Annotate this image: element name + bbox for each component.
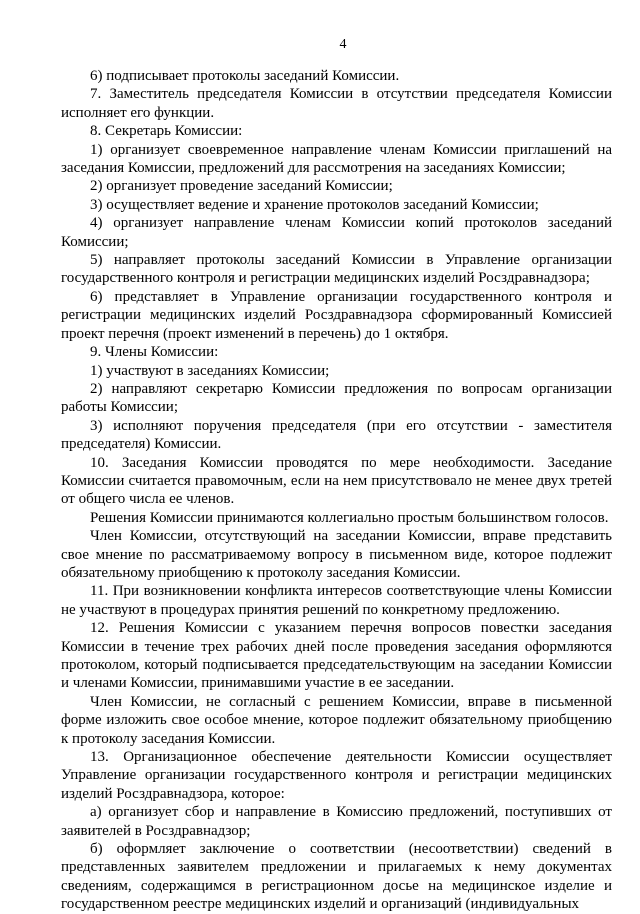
paragraph: б) оформляет заключение о соответствии (несоответствии) сведений в представленных заявителем предложении и прилагаемых к нему документах сведениям, содержащимся в регистрационном досье на медицинское изделие и государственном реестре медицинских изделий и организаций (индивидуальных xyxy=(61,841,612,913)
paragraph: а) организует сбор и направление в Комиссию предложений, поступивших от заявителей в Росздравнадзор; xyxy=(61,804,612,839)
paragraph: 2) направляют секретарю Комиссии предложения по вопросам организации работы Комиссии; xyxy=(61,380,612,416)
paragraph: 9. Члены Комиссии: xyxy=(90,344,219,361)
paragraph: 3) исполняют поручения председателя (при его отсутствии - заместителя председателя) Комиссии. xyxy=(61,417,612,453)
paragraph: Решения Комиссии принимаются коллегиально простым большинством голосов. xyxy=(90,509,609,526)
paragraph: 11. При возникновении конфликта интересов соответствующие члены Комиссии не участвуют в процедурах принятия решений по конкретному предложению. xyxy=(61,583,612,618)
paragraph: 1) организует своевременное направление членам Комиссии приглашений на заседания Комиссии, предложений для рассмотрения на заседаниях Комиссии; xyxy=(61,141,612,177)
paragraph: Член Комиссии, не согласный с решением Комиссии, вправе в письменной форме изложить свое особое мнение, которое подлежит обязательному приобщению к протоколу заседания Комиссии. xyxy=(61,693,612,747)
paragraph: 1) участвуют в заседаниях Комиссии; xyxy=(90,362,330,379)
paragraph: 6) представляет в Управление организации государственного контроля и регистрации медицинских изделий Росздравнадзора сформированный Комиссией проект перечня (проект изменений в перечень) до 1 октября. xyxy=(61,288,612,342)
paragraph: 5) направляет протоколы заседаний Комиссии в Управление организации государственного контроля и регистрации медицинских изделий Росздравнадзора; xyxy=(61,252,612,287)
paragraph: 2) организует проведение заседаний Комиссии; xyxy=(90,178,393,195)
paragraph: 6) подписывает протоколы заседаний Комиссии. xyxy=(90,68,400,84)
page-number: 4 xyxy=(339,37,347,52)
paragraph: 13. Организационное обеспечение деятельности Комиссии осуществляет Управление организации государственного контроля и регистрации медицинских изделий Росздравнадзора, которое: xyxy=(61,749,612,802)
paragraph: 10. Заседания Комиссии проводятся по мере необходимости. Заседание Комиссии считается правомочным, если на нем присутствовало не менее двух третей от общего числа ее членов. xyxy=(61,454,612,508)
paragraph: 12. Решения Комиссии с указанием перечня вопросов повестки заседания Комиссии в течение трех рабочих дней после проведения заседания оформляются протоколом, который подписывается председательствующим на заседании Комиссии и членами Комиссии, принимавшими участие в ее заседании. xyxy=(61,620,612,692)
document-body xyxy=(61,67,612,914)
paragraph: 7. Заместитель председателя Комиссии в отсутствии председателя Комиссии исполняет его функции. xyxy=(61,86,612,121)
paragraph: Член Комиссии, отсутствующий на заседании Комиссии, вправе представить свое мнение по рассматриваемому вопросу в письменном виде, которое подлежит обязательному приобщению к протоколу заседания Комиссии. xyxy=(61,528,612,581)
paragraph: 4) организует направление членам Комиссии копий протоколов заседаний Комиссии; xyxy=(61,215,612,250)
paragraph: 3) осуществляет ведение и хранение протоколов заседаний Комиссии; xyxy=(90,196,539,213)
paragraph: 8. Секретарь Комиссии: xyxy=(90,123,243,140)
